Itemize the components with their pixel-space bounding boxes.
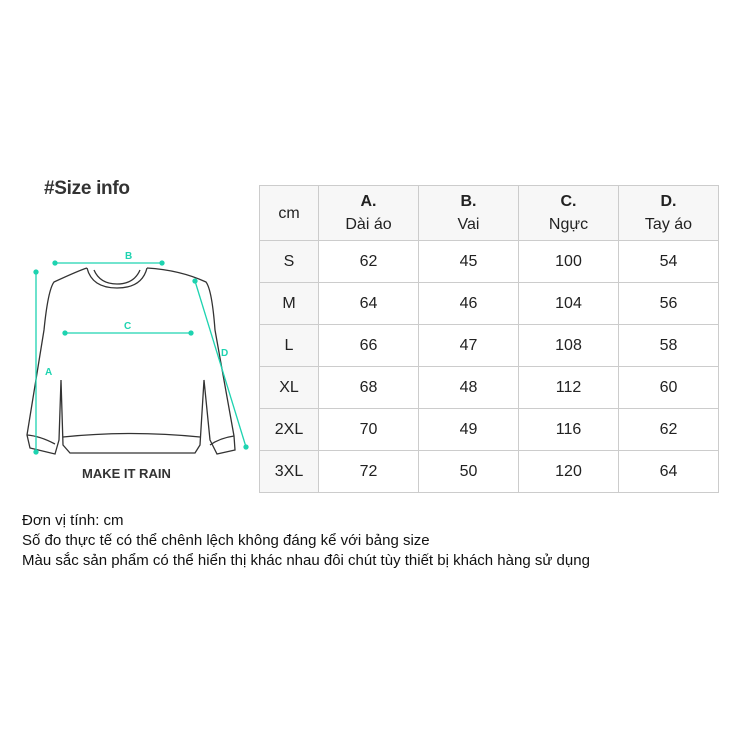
table-row xyxy=(260,241,719,283)
value-cell: 116 xyxy=(519,409,619,451)
value-cell: 48 xyxy=(419,367,519,409)
value-cell: 104 xyxy=(519,283,619,325)
table-row xyxy=(260,367,719,409)
value-cell: 58 xyxy=(619,325,719,367)
table-row xyxy=(260,409,719,451)
size-cell: L xyxy=(260,325,319,367)
value-cell: 54 xyxy=(619,241,719,283)
sweatshirt-diagram xyxy=(20,240,260,460)
table-row xyxy=(260,451,719,493)
value-cell: 62 xyxy=(319,241,419,283)
value-cell: 50 xyxy=(419,451,519,493)
note-measurement: Số đo thực tế có thể chênh lệch không đáng kể với bảng size xyxy=(22,532,430,549)
brand-label: MAKE IT RAIN xyxy=(82,466,171,481)
table-row xyxy=(260,283,719,325)
value-cell: 70 xyxy=(319,409,419,451)
size-cell: 3XL xyxy=(260,451,319,493)
header-b: B. Vai xyxy=(419,186,519,241)
unit-header: cm xyxy=(260,186,319,241)
header-c: C. Ngực xyxy=(519,186,619,241)
value-cell: 68 xyxy=(319,367,419,409)
header-d: D. Tay áo xyxy=(619,186,719,241)
value-cell: 120 xyxy=(519,451,619,493)
value-cell: 100 xyxy=(519,241,619,283)
table-row xyxy=(260,325,719,367)
dimension-d-line xyxy=(195,281,246,447)
value-cell: 64 xyxy=(619,451,719,493)
note-unit: Đơn vị tính: cm xyxy=(22,512,124,529)
size-cell: M xyxy=(260,283,319,325)
size-cell: 2XL xyxy=(260,409,319,451)
value-cell: 60 xyxy=(619,367,719,409)
sweatshirt-outline xyxy=(27,268,235,454)
page-title: #Size info xyxy=(44,178,130,199)
value-cell: 72 xyxy=(319,451,419,493)
notes xyxy=(22,511,590,571)
note-color: Màu sắc sản phẩm có thể hiển thị khác nhau đôi chút tùy thiết bị khách hàng sử dụng xyxy=(22,552,590,569)
value-cell: 49 xyxy=(419,409,519,451)
value-cell: 46 xyxy=(419,283,519,325)
table-header-row xyxy=(260,186,719,241)
value-cell: 108 xyxy=(519,325,619,367)
size-cell: S xyxy=(260,241,319,283)
label-a: A xyxy=(45,367,53,378)
label-d: D xyxy=(221,348,229,359)
value-cell: 112 xyxy=(519,367,619,409)
label-c: C xyxy=(124,321,132,332)
value-cell: 45 xyxy=(419,241,519,283)
value-cell: 64 xyxy=(319,283,419,325)
value-cell: 56 xyxy=(619,283,719,325)
header-a: A. Dài áo xyxy=(319,186,419,241)
value-cell: 66 xyxy=(319,325,419,367)
size-table xyxy=(259,185,719,493)
label-b: B xyxy=(125,251,133,262)
value-cell: 47 xyxy=(419,325,519,367)
value-cell: 62 xyxy=(619,409,719,451)
size-cell: XL xyxy=(260,367,319,409)
